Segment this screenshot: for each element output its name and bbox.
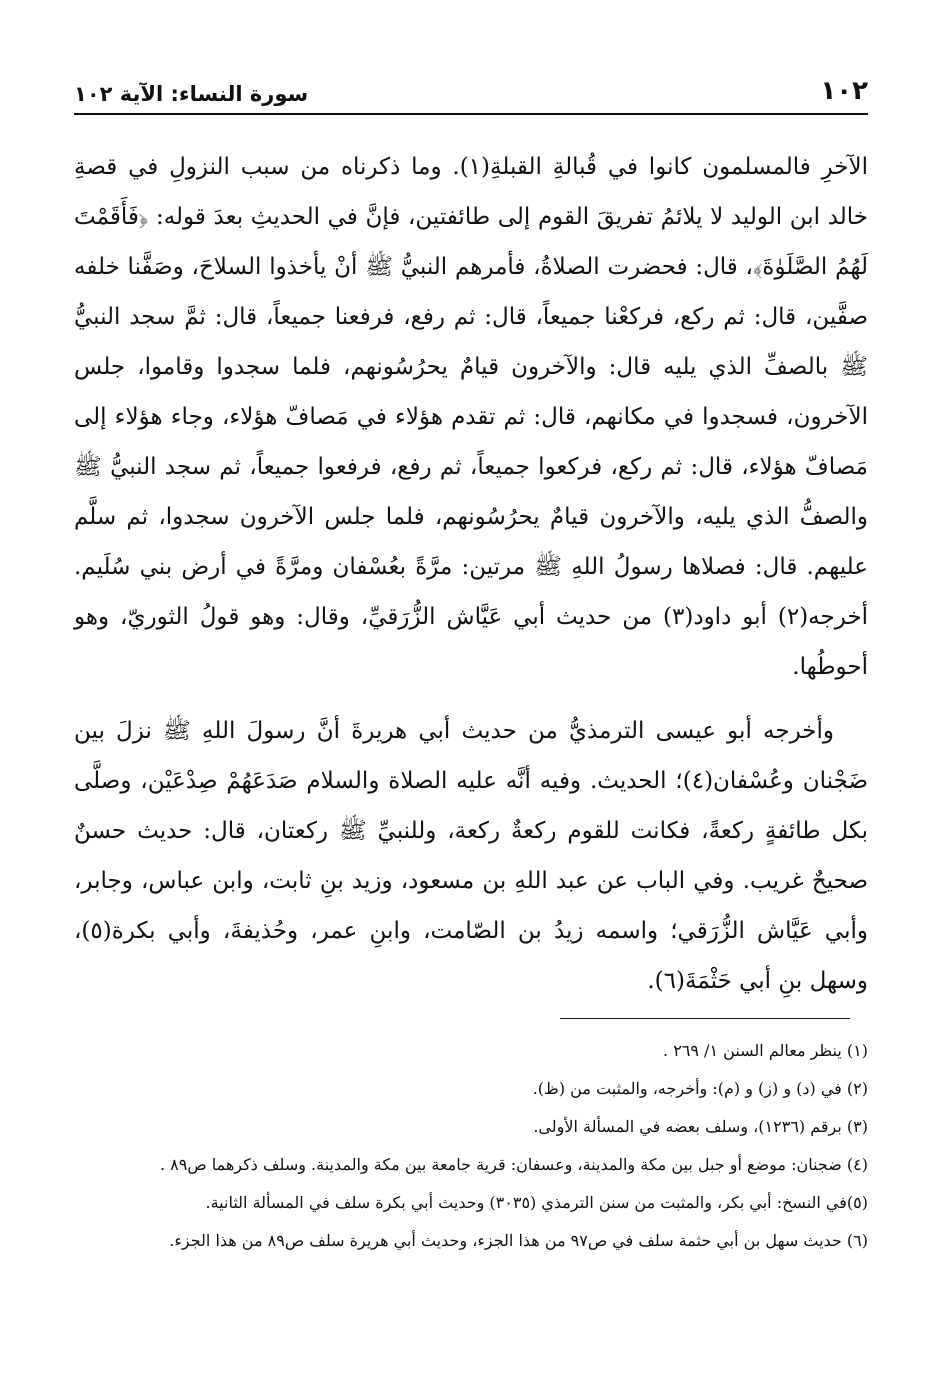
footnotes	[74, 1036, 868, 1264]
footnote-1: (١) ينظر معالم السنن ١/ ٢٦٩ .	[663, 1041, 868, 1060]
footnote-3: (٣) برقم (١٢٣٦)، وسلف بعضه في المسألة الأولى.	[533, 1117, 868, 1136]
page-header	[74, 70, 868, 106]
footnote-5: (٥)في النسخ: أبي بكر، والمثبت من سنن الترمذي (٣٠٣٥) وحديث أبي بكرة سلف في المسألة الثانية.	[205, 1193, 868, 1212]
footnote-4: (٤) ضجنان: موضع أو جبل بين مكة والمدينة، وعسفان: قرية جامعة بين مكة والمدينة. وسلف ذكرهما ص٨٩ .	[159, 1155, 868, 1174]
footnote-2: (٢) في (د) و (ز) و (م): وأخرجه، والمثبت من (ظ).	[532, 1079, 868, 1098]
paragraph-1: الآخرِ فالمسلمون كانوا في قُبالةِ القبلةِ(١). وما ذكرناه من سبب النزولِ في قصةِ خالد ابن الوليد لا يلائمُ تفريقَ القوم إلى طائفتين، فإنَّ في الحديثِ بعدَ قوله: ﴿فَأَقَمْتَ لَهُمُ الصَّلَوٰةَ﴾، قال: فحضرت الصلاةُ، فأمرهم النبيُّ ﷺ أنْ يأخذوا السلاحَ، وصَفَّنا خلفه صفَّين، قال: ثم ركع، فركعْنا جميعاً، قال: ثم رفع، فرفعنا جميعاً، قال: ثمَّ سجد النبيُّ ﷺ بالصفِّ الذي يليه قال: والآخرون قيامٌ يحرُسُونهم، فلما سجدوا وقاموا، جلس الآخرون، فسجدوا في مكانهم، قال: ثم تقدم هؤلاء في مَصافّ هؤلاء، وجاء هؤلاء إلى مَصافّ هؤلاء، قال: ثم ركع، فركعوا جميعاً، ثم رفع، فرفعوا جميعاً، ثم سجد النبيُّ ﷺ والصفُّ الذي يليه، والآخرون قيامٌ يحرُسُونهم، فلما جلس الآخرون سجدوا، ثم سلَّم عليهم. قال: فصلاها رسولُ اللهِ ﷺ مرتين: مرَّةً بعُسْفان ومرَّةً في أرض بني سُلَيم. أخرجه(٢) أبو داود(٣) من حديث أبي عَيَّاش الزُّرَقيِّ، وقال: وهو قولُ الثوريّ، وهو أحوطُها.	[74, 154, 869, 680]
header-divider	[74, 113, 868, 115]
main-text	[74, 142, 868, 1006]
footnote-divider	[560, 1018, 850, 1019]
page-number: ١٠٢	[820, 76, 868, 106]
paragraph-2: وأخرجه أبو عيسى الترمذيُّ من حديث أبي هريرةَ أنَّ رسولَ اللهِ ﷺ نزلَ بين ضَجْنان وعُسْفان(٤)؛ الحديث. وفيه أنَّه عليه الصلاة والسلام صَدَعَهُمْ صِدْعَيْن، وصلَّى بكل طائفةٍ ركعةً، فكانت للقوم ركعةٌ ركعة، وللنبيِّ ﷺ ركعتان، قال: حديث حسنٌ صحيحٌ غريب. وفي الباب عن عبد اللهِ بن مسعود، وزيد بنِ ثابت، وابن عباس، وجابر، وأبي عَيَّاش الزُّرَقي؛ واسمه زيدُ بن الصّامت، وابنِ عمر، وحُذيفةَ، وأبي بكرة(٥)، وسهل بنِ أبي حَثْمَةَ(٦).	[74, 718, 868, 994]
running-title: سورة النساء: الآية ١٠٢	[74, 82, 309, 106]
footnote-6: (٦) حديث سهل بن أبي حثمة سلف في ص٩٧ من هذا الجزء، وحديث أبي هريرة سلف ص٨٩ من هذا الجزء.	[169, 1231, 868, 1250]
